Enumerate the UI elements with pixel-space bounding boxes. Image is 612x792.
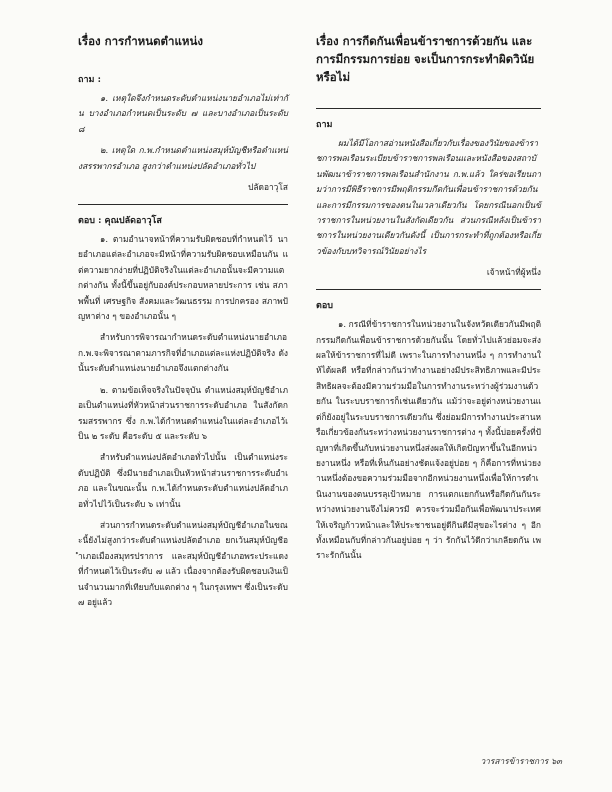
left-answer-label: ตอบ : คุณปลัดอาวุโส [78,216,162,227]
left-asker-signature: ปลัดอาวุโส [248,182,288,193]
right-column [316,32,541,570]
left-question-1: ๑. เหตุใดจึงกำหนดระดับตำแหน่งนายอำเภอไม่เท่ากัน บางอำเภอกำหนดเป็นระดับ ๗ และบางอำเภอเป็นระดับ ๘ [78,93,288,134]
right-asker-signature: เจ้าหน้าที่ผู้หนึ่ง [486,267,541,278]
right-question: ผมได้มีโอกาสอ่านหนังสือเกี่ยวกับเรื่องของวินัยของข้าราชการพลเรือนระเบียบข้าราชการพลเรือนและหนังสือของสถาบันพัฒนาข้าราชการพลเรือนสำนักงาน ก.พ.แล้ว ใคร่ขอเรียนถามว่าการมีพิธีราชการมีพฤติกรรมกีดกันเพื่อนข้าราชการด้วยกันและการมีกรรมการของตนในเวลาเดียวกัน โดยกรณีนอกเป็นข้าราชการในหน่วยงานในสังกัดเดียวกัน ส่วนกรณีหลังเป็นข้าราชการในหน่วยงานเดียวกันดังนี้ เป็นการกระทำที่ถูกต้องหรือเกี่ยวข้องกับบทวิจารณ์วินัยอย่างไร [316,138,541,256]
left-question-2: ๒. เหตุใด ก.พ.กำหนดตำแหน่งสมุห์บัญชีหรือตำแหน่งสรรพากรอำเภอ สูงกว่าตำแหน่งปลัดอำเภอทั่วไป [78,145,288,171]
right-question-label: ถาม [316,120,333,130]
left-column [78,32,288,616]
right-answer-1: ๑. กรณีที่ข้าราชการในหน่วยงานในจังหวัดเดียวกันมีพฤติกรรมกีดกันเพื่อนข้าราชการด้วยกันนั้น โดยทั่วไปแล้วย่อมจะส่งผลให้ข้าราชการที่ไม่ดี เพราะในการทำงานหนึ่ง ๆ การทำงานให้ได้ผลดี หรือที่กล่าวกันว่าทำงานอย่างมีประสิทธิภาพและมีประสิทธิผลจะต้องมีความร่วมมือในการทำงานระหว่างผู้ร่วมงานด้วยกัน ในระบบราชการก็เช่นเดียวกัน แม้ว่าจะอยู่ต่างหน่วยงานแต่ก็ยังอยู่ในระบบราชการเดียวกัน ซึ่งย่อมมีการทำงานประสานหรือเกี่ยวข้องกันระหว่างหน่วยงานราชการต่าง ๆ ทั้งนี้บ่อยครั้งที่ปัญหาที่เกิดขึ้นกับหน่วยงานหนึ่งส่งผลให้เกิดปัญหาขึ้นในอีกหน่วยงานหนึ่ง หรือที่เห็นกันอย่างชัดแจ้งอยู่บ่อย ๆ ก็คือการที่หน่วยงานหนึ่งต้องขอความร่วมมือจากอีกหน่วยงานหนึ่งเพื่อให้การดำเนินงานของตนบรรลุเป้าหมาย การแตกแยกกันหรือกีดกันกันระหว่างหน่วยงานจึงไม่ควรมี ควรจะร่วมมือกันเพื่อพัฒนาประเทศให้เจริญก้าวหน้าและให้ประชาชนอยู่ดีกินดีมีสุขอะไรต่าง ๆ อีกทั้งเหมือนกับที่กล่าวกันอยู่บ่อย ๆ ว่า รักกันไว้ดีกว่าเกลียดกัน เพราะรักกันนั้น [316,319,542,561]
right-article-title: เรื่อง การกีดกันเพื่อนข้าราชการด้วยกัน และการมีกรรมการย่อย จะเป็นการกระทำผิดวินัยหรือไม่ [316,34,535,84]
right-answer-label: ตอบ [316,301,333,312]
left-answer-2: สำหรับการพิจารณากำหนดระดับตำแหน่งนายอำเภอ ก.พ.จะพิจารณาตามภารกิจที่อำเภอแต่ละแห่งปฏิบัติจริง ดังนั้นระดับตำแหน่งนายอำเภอจึงแตกต่างกัน [78,332,288,374]
left-answer-1: ๑. ตามอำนาจหน้าที่ความรับผิดชอบที่กำหนดไว้ นายอำเภอแต่ละอำเภอจะมีหน้าที่ความรับผิดชอบเหมือนกัน แต่ความยากง่ายที่ปฏิบัติจริงในแต่ละอำเภอนั้นจะมีความแตกต่างกัน ทั้งนี้ขึ้นอยู่กับองค์ประกอบหลายประการ เช่น สภาพพื้นที่ เศรษฐกิจ สังคมและวัฒนธรรม การปกครอง สภาพปัญหาต่าง ๆ ของอำเภอนั้น ๆ [78,234,288,322]
left-divider [78,204,288,205]
left-answer-5: ส่วนการกำหนดระดับตำแหน่งสมุห์บัญชีอำเภอในขณะนี้ยังไม่สูงกว่าระดับตำแหน่งปลัดอำเภอ ยกเว้นสมุห์บัญชีอำเภอเมืองสมุทรปราการ และสมุห์บัญชีอำเภอพระประแดง ที่กำหนดไว้เป็นระดับ ๗ แล้ว เนื่องจากต้องรับผิดชอบเงินเป็นจำนวนมากที่เทียบกับแตกต่าง ๆ ในกรุงเทพฯ ซึ่งเป็นระดับ ๗ อยู่แล้ว [78,519,288,607]
right-top-divider [316,108,541,109]
left-answer-4: สำหรับตำแหน่งปลัดอำเภอทั่วไปนั้น เป็นตำแหน่งระดับปฏิบัติ ซึ่งมีนายอำเภอเป็นหัวหน้าส่วนราชการระดับอำเภอ และในขณะนั้น ก.พ.ได้กำหนดระดับตำแหน่งปลัดอำเภอทั่วไปไว้เป็นระดับ ๖ เท่านั้น [78,452,288,509]
left-article-title: เรื่อง การกำหนดตำแหน่ง [78,34,203,48]
right-divider [316,289,541,290]
left-answer-3: ๒. ตามข้อเท็จจริงในปัจจุบัน ตำแหน่งสมุห์บัญชีอำเภอเป็นตำแหน่งที่หัวหน้าส่วนราชการระดับอำเภอ ในสังกัดกรมสรรพากร ซึ่ง ก.พ.ได้กำหนดตำแหน่งในแต่ละอำเภอไว้เป็น ๒ ระดับ คือระดับ ๕ และระดับ ๖ [78,384,288,441]
left-question-label: ถาม : [78,75,101,85]
page-footer: วารสารข้าราชการ ๖๓ [480,756,562,766]
